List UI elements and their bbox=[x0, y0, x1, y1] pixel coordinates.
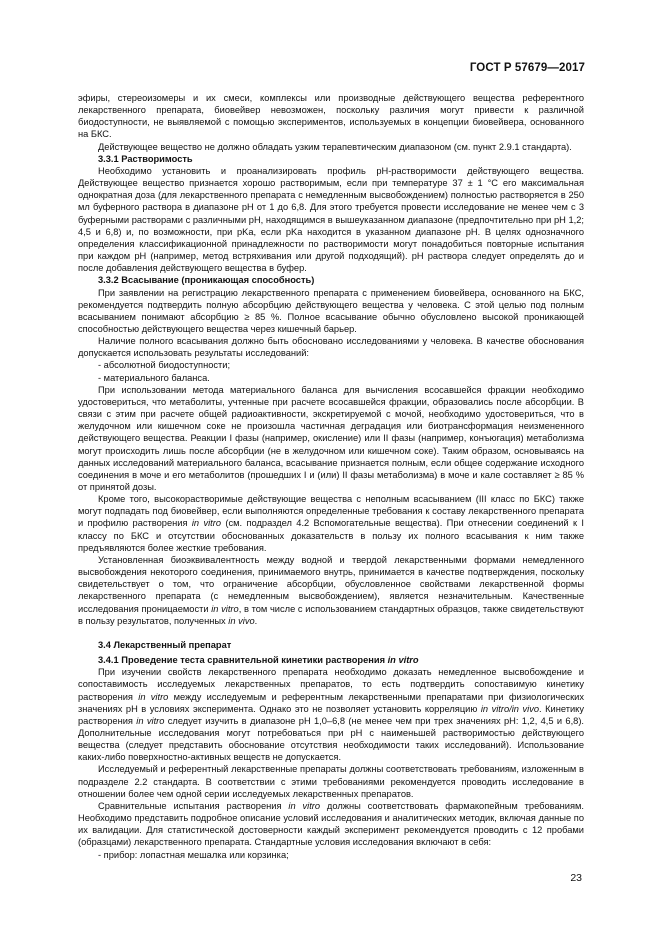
paragraph bbox=[78, 554, 584, 627]
page-number: 23 bbox=[570, 872, 582, 884]
italic-term: in vitro bbox=[288, 800, 321, 811]
italic-term: in vitro bbox=[136, 715, 165, 726]
paragraph: При использовании метода материального баланса для вычисления всосавшейся фракции необходимо удостовериться, что метаболиты, учтенные при расчете всосавшейся фракции, образовались после абсорбции. В связи с этим при расчете общей радиоактивности, экскретируемой с мочой, необходимо удостовериться, что в желудочном или кишечном соке не произошла частичная деградация или биотрансформация неизмененного действующего вещества. Реакции I фазы (например, окисление) или II фазы (например, конъюгация) метаболизма могут происходить лишь после абсорбции (не в желудочном или кишечном соке). Таким образом, основываясь на данных исследований материального баланса, всасывание признается полным, если общее содержание исходного соединения в моче и его метаболитов (прошедших I и (или) II фазы метаболизма) в моче и кале составляет ≥ 85 % от принятой дозы. bbox=[78, 384, 584, 492]
paragraph: Исследуемый и референтный лекарственные препараты должны соответствовать требованиям, изложенным в подразделе 2.2 стандарта. В соответствии с этими требованиями рекомендуется проводить исследование в отношении более чем одной серии исследуемых лекарственных препаратов. bbox=[78, 764, 584, 799]
paragraph bbox=[78, 800, 584, 849]
paragraph: Действующее вещество не должно обладать узким терапевтическим диапазоном (см. пункт 2.9.1 стандарта). bbox=[98, 141, 572, 152]
text-run: следует изучить в диапазоне pH 1,0–6,8 (не менее чем при трех значениях pH: 1,2, 4,5 и 6,8). Дополнительные исследования могут потребоваться при pH с наименьшей растворимостью действующего вещества (следует представить обоснование отсутствия необходимости таких исследований). Использование каких-либо поверхностно-активных веществ не допускается. bbox=[78, 715, 584, 763]
italic-term: in vitro bbox=[387, 655, 419, 666]
text-run: (см. подраздел 4.2 Вспомогательные вещества). При отнесении соединений к I классу по БКС и отсутствии обоснованных доказательств в пользу их полного всасывания к ним также предъявляются более жесткие требования. bbox=[78, 518, 584, 553]
text-run: . Кинетику растворения bbox=[78, 703, 585, 726]
list-item: - прибор: лопастная мешалка или корзинка; bbox=[98, 849, 289, 860]
text-run: между исследуемым и референтным лекарственными препаратами при физиологических значениях pH в условиях эксперимента. Однако это не позволяет установить корреляцию bbox=[78, 691, 584, 714]
paragraph: Необходимо установить и проанализировать профиль pH-растворимости действующего вещества. Действующее вещество признается хорошо растворимым, если при температуре 37 ± 1 °С его максимальная однократная доза (для лекарственного препарата с немедленным высвобождением) полностью растворяется в 250 мл буферного раствора в диапазоне pH от 1 до 6,8. Для этого требуется провести исследование не менее чем с 3 буферными растворами с различными pH, находящимся в вышеуказанном диапазоне (предпочтительно при pH 1,2; 4,5 и 6,8) и, по возможности, при pKa, если pKa находится в указанном диапазоне pH. В целях однозначного определения классификационной принадлежности по растворимости могут понадобиться повторные испытания при каждом pH (например, метод встряхивания или другой подходящий). pH раствора следует определять до и после добавления действующего вещества в буфер. bbox=[78, 165, 584, 274]
italic-term: in vitro bbox=[191, 518, 222, 529]
text-run: , в том числе с использованием стандартных образцов, также свидетельствуют в пользу результатов, полученных bbox=[78, 603, 584, 626]
spacer bbox=[78, 627, 584, 639]
text-run: . bbox=[254, 615, 258, 626]
text-run: Сравнительные испытания растворения bbox=[98, 800, 289, 811]
italic-term: in vitro bbox=[211, 603, 239, 614]
text-run: должны соответствовать фармакопейным требованиям. Необходимо представить подробное описание условий исследования и аналитических методик, включая данные по их валидации. Для статистической достоверности каждый эксперимент рекомендуется проводить с 12 пробами (образцами) лекарственного препарата. Стандартные условия исследования включают в себя: bbox=[78, 800, 585, 848]
section-heading-3-3-2: 3.3.2 Всасывание (проникающая способность) bbox=[98, 275, 315, 286]
paragraph bbox=[78, 493, 584, 554]
section-heading-3-3-1: 3.3.1 Растворимость bbox=[98, 153, 193, 164]
text-run: 3.4.1 Проведение теста сравнительной кинетики растворения bbox=[98, 655, 388, 666]
section-heading-3-4-1 bbox=[78, 654, 584, 666]
paragraph: При заявлении на регистрацию лекарственного препарата с применением биовейвера, основанного на БКС, рекомендуется подтвердить полную абсорбцию действующего вещества у человека. С этой целью под полным всасыванием понимают абсорбцию ≥ 85 %. Полное всасывание обычно обусловлено высокой проникающей способностью действующего вещества через кишечный барьер. bbox=[78, 287, 584, 334]
section-heading-3-4: 3.4 Лекарственный препарат bbox=[98, 639, 232, 650]
list-item: - материального баланса. bbox=[98, 372, 210, 383]
document-body bbox=[78, 92, 584, 861]
standard-header: ГОСТ Р 57679—2017 bbox=[469, 62, 585, 74]
italic-term: in vitro/in vivo bbox=[480, 703, 540, 714]
italic-term: in vivo bbox=[228, 615, 255, 626]
paragraph: эфиры, стереоизомеры и их смеси, комплексы или производные действующего вещества референтного лекарственного препарата, биовейвер невозможен, поскольку различия могут привести к различной биодоступности, не выявляемой с помощью экспериментов, используемых в концепции биовейвера, основанного на БКС. bbox=[78, 93, 584, 140]
paragraph bbox=[78, 666, 584, 763]
list-item: - абсолютной биодоступности; bbox=[98, 360, 231, 371]
text-run: При изучении свойств лекарственного препарата необходимо доказать немедленное высвобождение и сопоставимость исследуемых лекарственных препаратов, то есть подтвердить сопоставимую кинетику растворения bbox=[78, 667, 584, 702]
text-run: Кроме того, высокорастворимые действующие вещества с неполным всасыванием (III класс по БКС) также могут подпадать под биовейвер, если выполняются определенные требования к составу лекарственного препарата и профилю растворения bbox=[78, 494, 584, 529]
paragraph: Наличие полного всасывания должно быть обосновано исследованиями у человека. В качестве обоснования допускается использовать результаты исследований: bbox=[78, 336, 584, 359]
text-run: Установленная биоэквивалентность между водной и твердой лекарственными формами немедленного высвобождения некоторого соединения, принимаемого внутрь, принимается в качестве подтверждения, поскольку свидетельствует о том, что ограничение абсорбции, обусловленное свойствами лекарственной формы лекарственного препарата (с немедленным высвобождением), является незначительным. Качественные исследования проницаемости bbox=[78, 554, 584, 614]
italic-term: in vitro bbox=[138, 691, 169, 702]
